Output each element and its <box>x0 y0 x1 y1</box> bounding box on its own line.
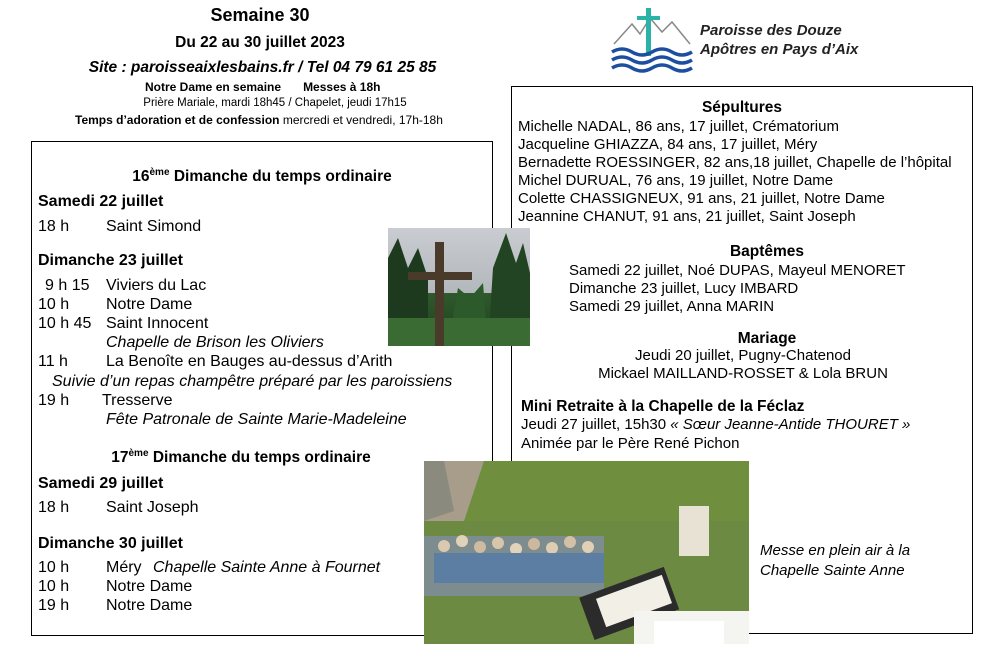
week-dates: Du 22 au 30 juillet 2023 <box>175 34 345 51</box>
sunday17-rest: Dimanche du temps ordinaire <box>148 449 371 467</box>
list-item: Dimanche 23 juillet, Lucy IMBARD <box>569 280 799 297</box>
time: 10 h <box>38 559 70 576</box>
place: Méry <box>106 559 142 576</box>
retraite-title: Mini Retraite à la Chapelle de la Féclaz <box>521 398 805 415</box>
baptemes-list <box>569 262 906 316</box>
place: La Benoîte en Bauges au-dessus d’Arith <box>106 353 393 370</box>
parish-name <box>700 21 858 59</box>
place: Tresserve <box>102 392 173 409</box>
cross-waves-icon <box>610 6 694 76</box>
parish-name-line1: Paroisse des Douze <box>700 22 842 39</box>
list-item: Colette CHASSIGNEUX, 91 ans, 21 juillet, Notre Dame <box>518 190 885 207</box>
adoration-times: mercredi et vendredi, 17h-18h <box>279 113 443 127</box>
sunday16-num: 16 <box>132 168 150 186</box>
retraite-line1 <box>521 416 910 434</box>
sunday16-rest: Dimanche du temps ordinaire <box>169 168 392 186</box>
retraite-subject: « Sœur Jeanne-Antide THOURET » <box>666 416 911 433</box>
retraite-date: Jeudi 27 juillet, 15h30 <box>521 416 667 433</box>
sunday16-sup: ème <box>149 167 170 178</box>
time: 18 h <box>38 499 70 516</box>
cross-photo-image <box>388 228 530 346</box>
sepultures-list <box>518 118 952 226</box>
place: Saint Simond <box>106 218 202 235</box>
cross-forest-photo <box>388 228 530 346</box>
adoration-line <box>75 113 443 128</box>
weekday-mass-info <box>145 80 380 95</box>
place: Saint Innocent <box>106 315 209 332</box>
caption-line2: Chapelle Sainte Anne <box>760 562 905 579</box>
weekday-label: Notre Dame en semaine <box>145 80 282 94</box>
place: Viviers du Lac <box>106 277 207 294</box>
day-sat29: Samedi 29 juillet <box>38 475 164 492</box>
place: Saint Joseph <box>106 499 199 516</box>
parish-name-line2: Apôtres en Pays d’Aix <box>700 41 859 58</box>
sunday16-heading <box>31 163 493 187</box>
time: 10 h <box>38 296 70 313</box>
baptemes-title: Baptêmes <box>729 243 805 260</box>
sunday17-sup: ème <box>128 448 149 459</box>
day-sun30: Dimanche 30 juillet <box>38 535 183 552</box>
list-item: Mickael MAILLAND-ROSSET & Lola BRUN <box>598 365 888 382</box>
place-extra: Chapelle Sainte Anne à Fournet <box>153 559 381 576</box>
time: 19 h <box>38 597 70 614</box>
row-subtitle: Fête Patronale de Sainte Marie-Madeleine <box>106 411 407 428</box>
list-item: Jeudi 20 juillet, Pugny-Chatenod <box>635 347 851 364</box>
time: 18 h <box>38 218 70 235</box>
time: 19 h <box>38 392 70 409</box>
photo-caption <box>760 541 910 581</box>
outdoor-mass-image <box>424 461 749 644</box>
place: Notre Dame <box>106 578 193 595</box>
sunday17-heading <box>31 444 451 468</box>
list-item: Michelle NADAL, 86 ans, 17 juillet, Crématorium <box>518 118 839 135</box>
retraite-line2: Animée par le Père René Pichon <box>521 435 740 452</box>
list-item: Samedi 22 juillet, Noé DUPAS, Mayeul MENORET <box>569 262 906 279</box>
adoration-label: Temps d’adoration et de confession <box>75 113 280 127</box>
row-subtitle: Chapelle de Brison les Oliviers <box>106 334 324 351</box>
time: 9 h 15 <box>45 277 90 294</box>
caption-line1: Messe en plein air à la <box>760 542 911 559</box>
sunday17-num: 17 <box>111 449 129 467</box>
list-item: Jacqueline GHIAZZA, 84 ans, 17 juillet, Méry <box>518 136 818 153</box>
place: Notre Dame <box>106 296 193 313</box>
weekday-masses: Messes à 18h <box>303 80 381 94</box>
prayer-line: Prière Mariale, mardi 18h45 / Chapelet, jeudi 17h15 <box>143 97 407 109</box>
parish-logo <box>610 6 694 76</box>
outdoor-mass-photo <box>424 461 749 644</box>
list-item: Samedi 29 juillet, Anna MARIN <box>569 298 775 315</box>
time: 11 h <box>38 353 68 370</box>
time: 10 h 45 <box>38 315 92 332</box>
mariage-list <box>568 347 918 383</box>
list-item: Bernadette ROESSINGER, 82 ans,18 juillet, Chapelle de l’hôpital <box>518 154 952 171</box>
mariage-title: Mariage <box>737 330 797 347</box>
time: 10 h <box>38 578 70 595</box>
list-item: Jeannine CHANUT, 91 ans, 21 juillet, Saint Joseph <box>518 208 856 225</box>
sepultures-title: Sépultures <box>701 99 783 116</box>
day-sat22: Samedi 22 juillet <box>38 193 164 210</box>
site-and-phone: Site : paroisseaixlesbains.fr / Tel 04 79 61 25 85 <box>88 59 437 76</box>
page-title: Semaine 30 <box>210 5 310 25</box>
day-sun23: Dimanche 23 juillet <box>38 252 183 269</box>
place: Notre Dame <box>106 597 193 614</box>
row-subtitle: Suivie d’un repas champêtre préparé par les paroissiens <box>52 373 453 390</box>
list-item: Michel DURUAL, 76 ans, 19 juillet, Notre Dame <box>518 172 834 189</box>
